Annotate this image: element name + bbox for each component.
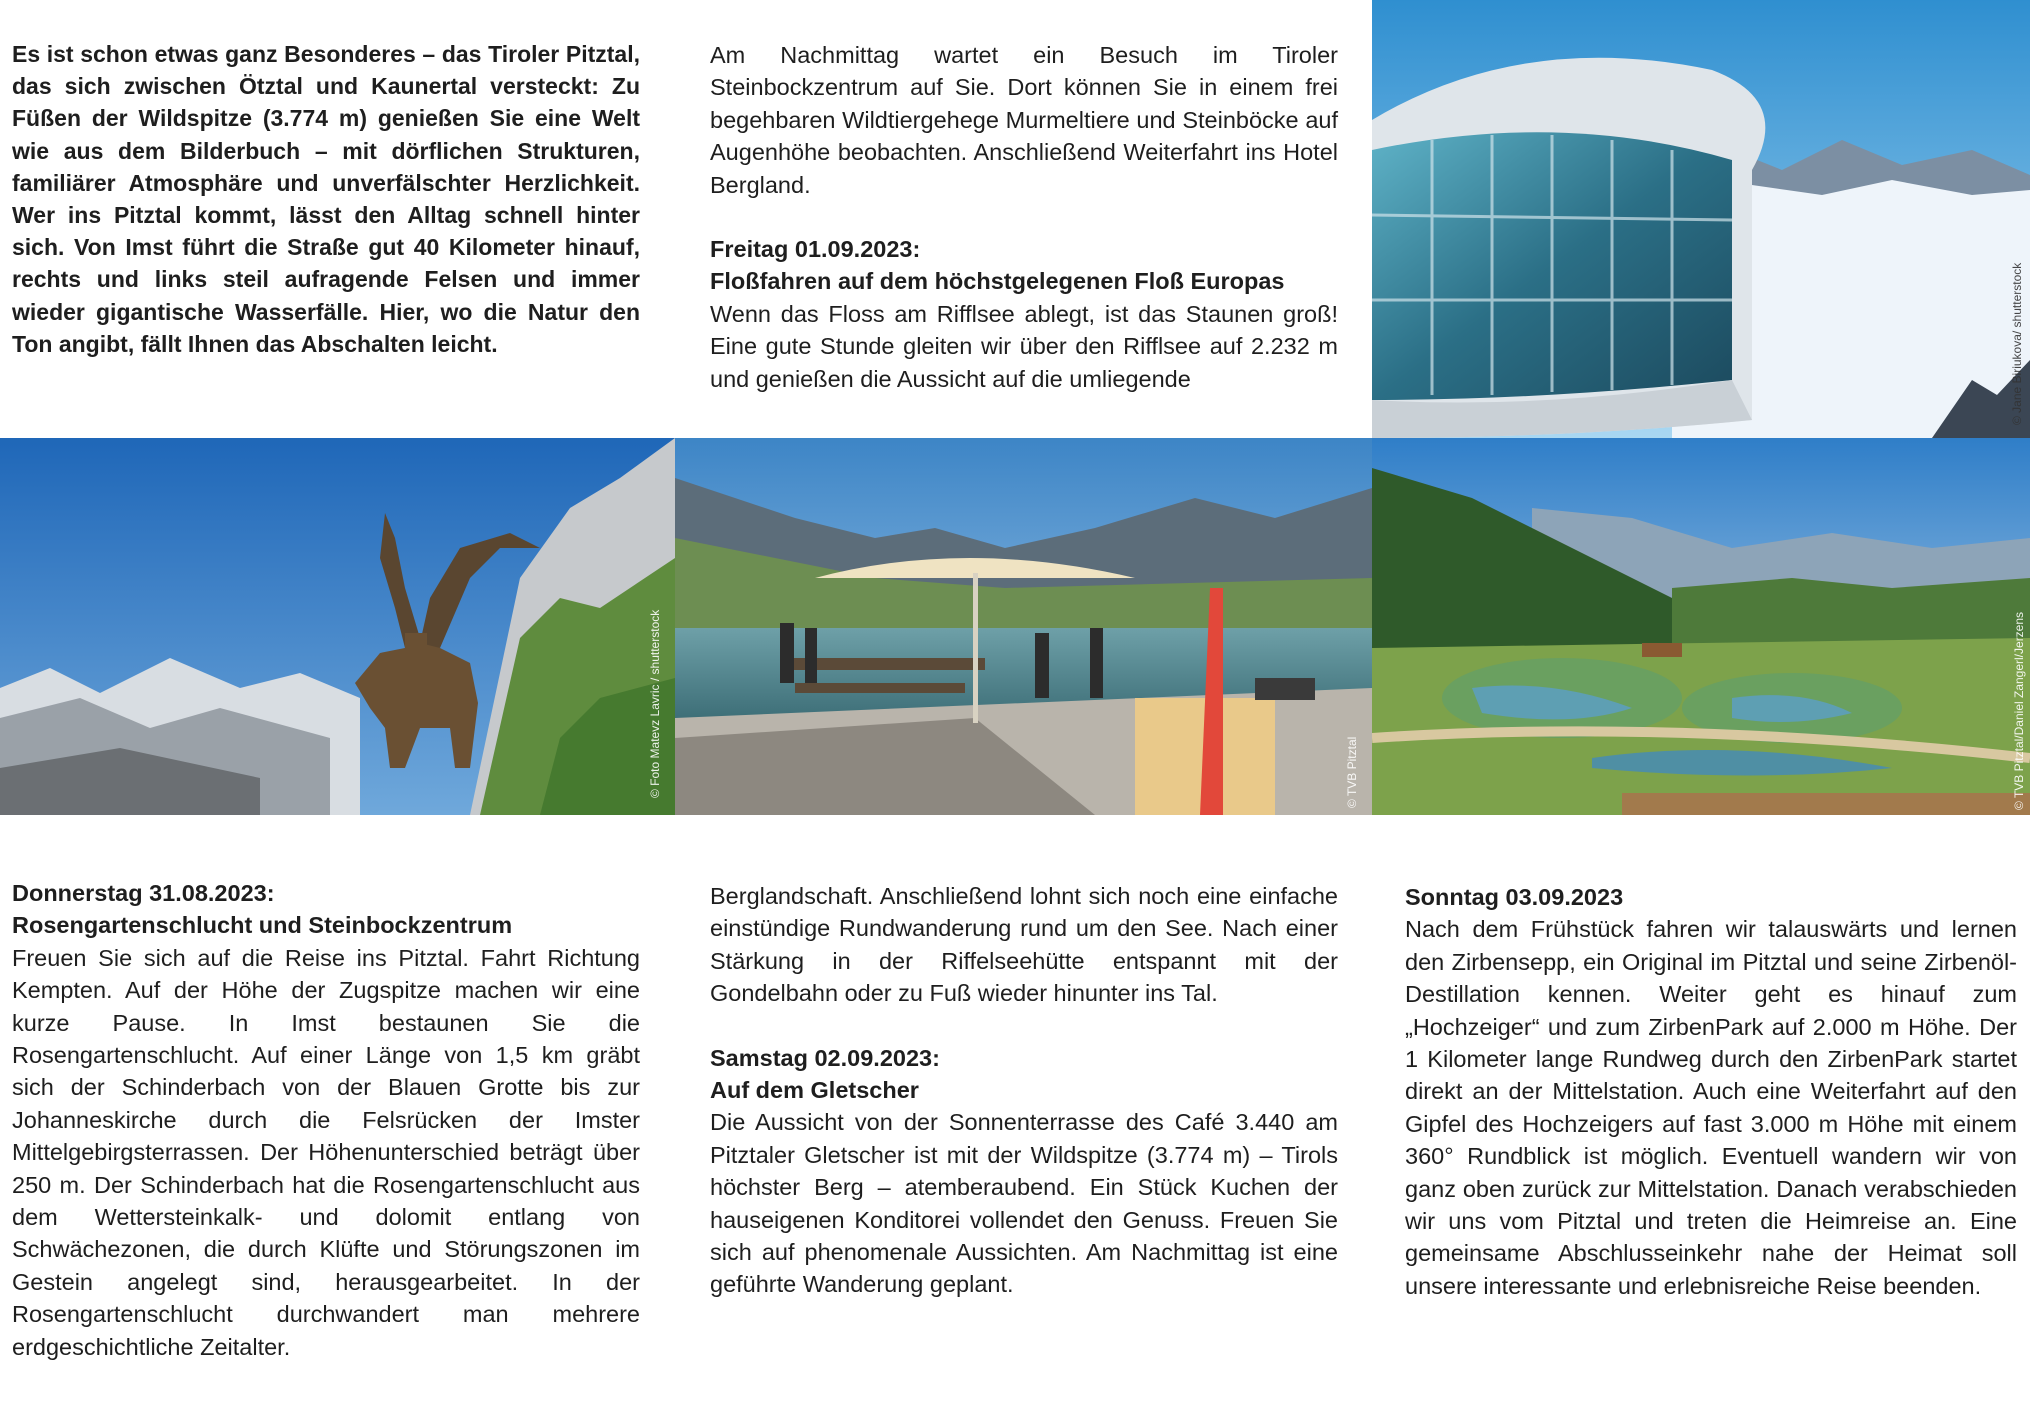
cafe-photo-credit: © Jane Biriukova/ shutterstock — [2010, 262, 2024, 425]
intro-text: Es ist schon etwas ganz Besonderes – das Tiroler Pitztal, das sich zwischen Ötztal und Kaunertal versteckt: Zu Füßen der Wildspitze (3.774 m) genießen Sie eine Welt wie aus dem Bilderbuch – mit dörflichen Strukturen, familiärer Atmosphäre und unverfälschter Herzlichkeit. Wer ins Pitztal kommt, lässt den Alltag schnell hinter sich. Von Imst führt die Straße gut 40 Kilometer hinauf, rechts und links steil aufragende Felsen und immer wieder gigantische Wasserfälle. Hier, wo die Natur den Ton angibt, fällt Ihnen das Abschalten leicht. — [12, 41, 640, 357]
zirbenpark-photo — [1372, 438, 2030, 815]
day-thursday-text: Freuen Sie sich auf die Reise ins Pitztal. Fahrt Richtung Kempten. Auf der Höhe der Zugspitze machen wir eine kurze Pause. In Imst bestaunen Sie die Rosengartenschlucht. Auf einer Länge von 1,5 km gräbt sich der Schinderbach von der Blauen Grotte bis zur Johanneskirche durch die Felsrücken der Imster Mittelgebirgsterrassen. Der Höhenunterschied beträgt über 250 m. Der Schinderbach hat die Rosengartenschlucht aus dem Wettersteinkalk- und dolomit entlang von Schwächezonen, die durch Klüfte und Störungszonen im Gestein angelegt sind, herausgearbeitet. In der Rosengartenschlucht durchwandert man mehrere erdgeschichtliche Zeitalter. — [12, 944, 640, 1360]
cafe-glacier-photo — [1372, 0, 2030, 438]
day-sunday-date: Sonntag 03.09.2023 — [1405, 884, 1624, 910]
day-saturday-text: Die Aussicht von der Sonnenterrasse des Café 3.440 am Pitztaler Gletscher ist mit der Wildspitze (3.774 m) – Tirols höchster Berg – atemberaubend. Ein Stück Kuchen der hauseigenen Konditorei vollendet den Genuss. Freuen Sie sich auf phenomenale Aussichten. Am Nachmittag ist eine geführte Wanderung geplant. — [710, 1109, 1338, 1298]
day-sunday-text: Nach dem Frühstück fahren wir talauswärts und lernen den Zirbensepp, ein Original im Pitztal und seine Zirbenöl-Destillation kennen. Weiter geht es hinauf zum „Hochzeiger“ und zum ZirbenPark auf 2.000 m Höhe. Der 1 Kilometer lange Rundweg durch den ZirbenPark startet direkt an der Mittelstation. Auch eine Weiterfahrt auf den Gipfel des Hochzeigers auf fast 3.000 m Höhe mit einem 360° Rundblick ist möglich. Eventuell wandern wir von ganz oben zurück zur Mittelstation. Danach verabschieden wir uns vom Pitztal und treten die Heimreise an. Eine gemeinsame Abschlusseinkehr nahe der Heimat soll unsere interessante und erlebnisreiche Reise beenden. — [1405, 916, 2017, 1299]
day-thursday-date: Donnerstag 31.08.2023: — [12, 880, 275, 906]
day-thursday-title: Rosengartenschlucht und Steinbockzentrum — [12, 912, 513, 939]
day-thursday — [12, 877, 640, 1363]
day-friday-cont-text: Berglandschaft. Anschließend lohnt sich noch eine einfache einstündige Rundwanderung rund um den See. Nach einer Stärkung in der Riffelseehütte entspannt mit der Gondelbahn oder zu Fuß wieder hinunter ins Tal. — [710, 883, 1338, 1007]
zirbenpark-photo-credit: © TVB Pitztal/Daniel Zangerl/Jerzens — [2012, 611, 2026, 810]
day-friday-date: Freitag 01.09.2023: — [710, 236, 921, 263]
ibex-photo — [0, 438, 675, 815]
day-sunday — [1405, 881, 2017, 1302]
day-saturday-title: Auf dem Gletscher — [710, 1077, 919, 1104]
steinbock-afternoon — [710, 39, 1338, 395]
raft-lake-photo — [675, 438, 1372, 815]
day-saturday-date: Samstag 02.09.2023: — [710, 1044, 940, 1071]
day-friday-title: Floßfahren auf dem höchstgelegenen Floß Europas — [710, 268, 1285, 295]
steinbock-afternoon-text: Am Nachmittag wartet ein Besuch im Tiroler Steinbockzentrum auf Sie. Dort können Sie in einem frei begehbaren Wildtiergehege Murmeltiere und Steinböcke auf Augenhöhe beobachten. Anschließend Weiterfahrt ins Hotel Bergland. — [710, 42, 1338, 198]
ibex-photo-credit: © Foto Matevz Lavric / shutterstock — [648, 609, 662, 798]
day-friday-text: Wenn das Floss am Rifflsee ablegt, ist das Staunen groß! Eine gute Stunde gleiten wir über den Rifflsee auf 2.232 m und genießen die Aussicht auf die umliegende — [710, 300, 1338, 392]
day-friday-continued — [710, 880, 1338, 1301]
raft-photo-credit: © TVB Pitztal — [1345, 736, 1359, 808]
intro-paragraph — [12, 38, 640, 360]
